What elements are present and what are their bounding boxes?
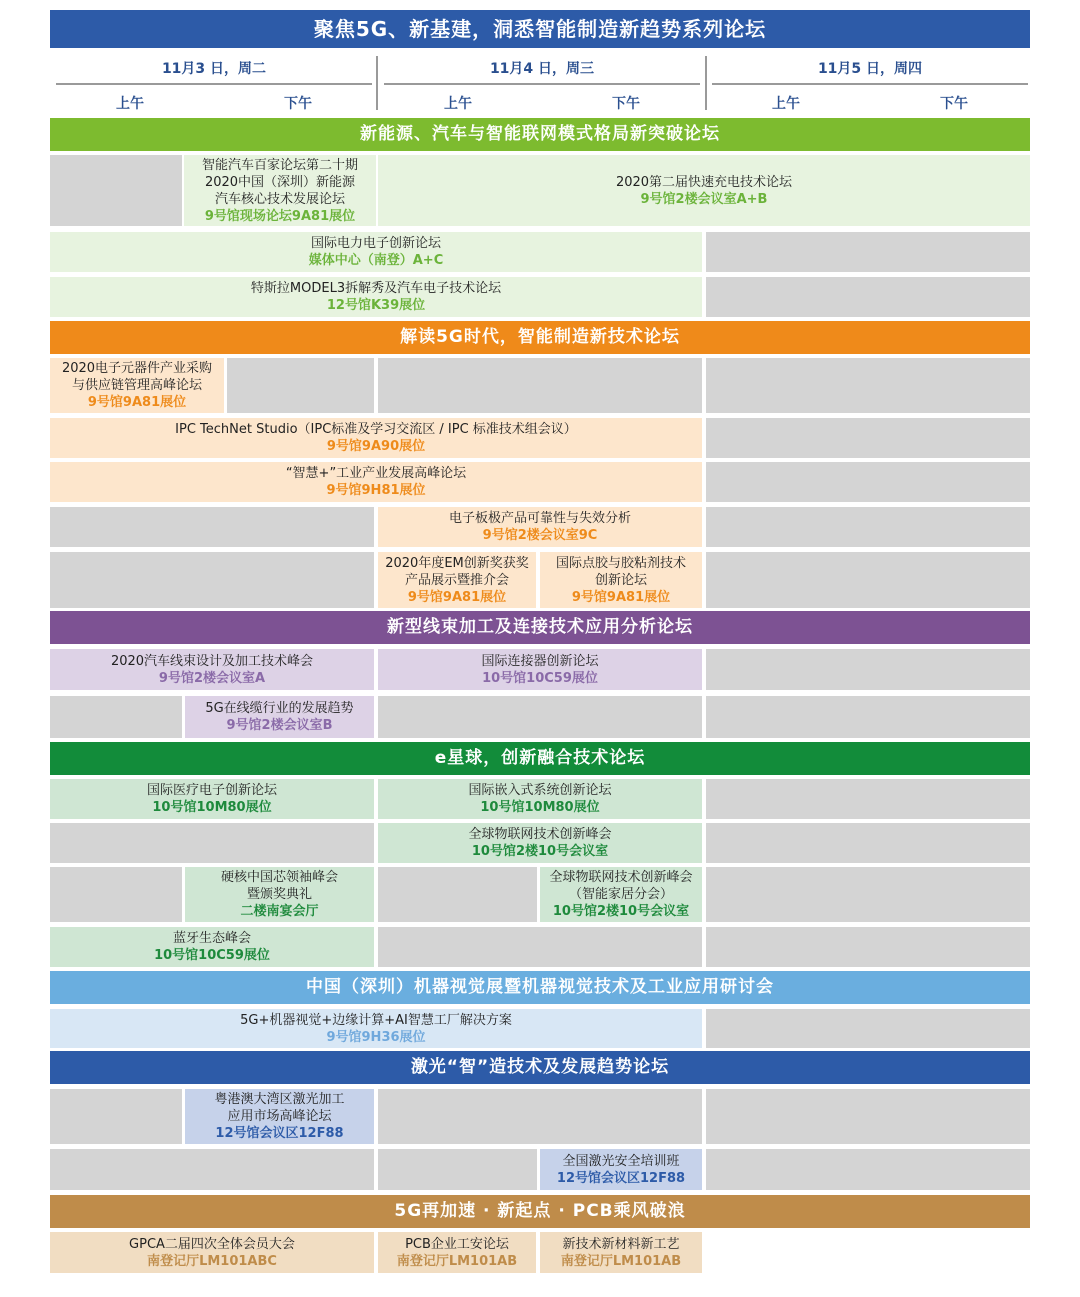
event-title-line: 粤港澳大湾区激光加工 bbox=[214, 1092, 345, 1107]
event-title-line: 全球物联网技术创新峰会 bbox=[468, 827, 612, 842]
empty-slot bbox=[378, 696, 702, 738]
event-title-line: 应用市场高峰论坛 bbox=[227, 1109, 332, 1124]
event-title-line: 全国激光安全培训班 bbox=[562, 1153, 680, 1169]
empty-slot bbox=[706, 418, 1030, 458]
empty-slot bbox=[706, 779, 1030, 819]
event-location: 10号馆10M80展位 bbox=[152, 800, 272, 815]
event-title-line: GPCA二届四次全体会员大会 bbox=[129, 1236, 295, 1252]
event-title-line: 国际点胶与胶粘剂技术 bbox=[555, 555, 686, 571]
event-title-line: 2020第二届快速充电技术论坛 bbox=[615, 174, 793, 190]
divider bbox=[712, 83, 1028, 85]
event-title-line: 2020汽车线束设计及加工技术峰会 bbox=[110, 653, 314, 669]
empty-slot bbox=[706, 1089, 1030, 1144]
empty-slot bbox=[706, 507, 1030, 547]
nov5-pm-label: 下午 bbox=[940, 96, 968, 112]
nov4-am-label: 上午 bbox=[444, 96, 472, 112]
section-e-star-title: e星球，创新融合技术论坛 bbox=[50, 742, 1030, 775]
event-title-line: 产品展示暨推介会 bbox=[404, 572, 509, 588]
event-pcb-safety-forum[interactable] bbox=[378, 1232, 536, 1273]
event-title-line: 国际嵌入式系统创新论坛 bbox=[468, 783, 612, 798]
empty-slot bbox=[227, 358, 374, 413]
empty-slot bbox=[706, 927, 1030, 967]
event-location: 9号馆9A81展位 bbox=[87, 395, 187, 410]
nov3-am-label: 上午 bbox=[116, 96, 144, 112]
event-location: 12号馆K39展位 bbox=[326, 298, 426, 313]
event-location: 南登记厅LM101ABC bbox=[147, 1253, 277, 1269]
event-location: 9号馆2楼会议室A+B bbox=[640, 191, 768, 207]
event-fast-charging-forum[interactable] bbox=[378, 155, 1030, 226]
empty-slot bbox=[706, 867, 1030, 922]
event-location: 南登记厅LM101AB bbox=[396, 1253, 518, 1269]
event-title-line: 国际连接器创新论坛 bbox=[481, 653, 599, 669]
event-location: 10号馆2楼10号会议室 bbox=[471, 844, 609, 859]
section-ev-title: 新能源、汽车与智能联网模式格局新突破论坛 bbox=[50, 118, 1030, 151]
event-title-line: 2020年度EM创新奖获奖 bbox=[385, 555, 529, 571]
event-location: 9号馆2楼会议室9C bbox=[482, 528, 598, 543]
nov5-am-label: 上午 bbox=[772, 96, 800, 112]
empty-slot bbox=[706, 552, 1030, 608]
section-pcb-title: 5G再加速 · 新起点 · PCB乘风破浪 bbox=[50, 1195, 1030, 1228]
event-embedded-systems-forum[interactable] bbox=[378, 779, 702, 819]
page-title: 聚焦5G、新基建，洞悉智能制造新趋势系列论坛 bbox=[50, 10, 1030, 48]
empty-slot bbox=[50, 696, 182, 738]
event-iot-innovation-summit[interactable] bbox=[378, 823, 702, 863]
event-location: 9号馆9H36展位 bbox=[326, 1029, 426, 1045]
event-title-line: 特斯拉MODEL3拆解秀及汽车电子技术论坛 bbox=[250, 281, 502, 296]
event-china-chip-leaders-summit[interactable] bbox=[185, 867, 374, 922]
event-location: 9号馆9A90展位 bbox=[326, 439, 426, 454]
event-title-line: 智能汽车百家论坛第二十期 bbox=[201, 157, 358, 173]
event-title-line: 5G+机器视觉+边缘计算+AI智慧工厂解决方案 bbox=[240, 1012, 512, 1028]
event-location: 9号馆9A81展位 bbox=[407, 589, 507, 605]
event-location: 媒体中心（南登）A+C bbox=[308, 253, 444, 268]
empty-slot bbox=[50, 867, 182, 922]
event-location: 南登记厅LM101AB bbox=[560, 1253, 682, 1269]
event-components-supply-chain-summit[interactable] bbox=[50, 358, 224, 413]
empty-slot bbox=[706, 696, 1030, 738]
nov4-pm-label: 下午 bbox=[612, 96, 640, 112]
section-wire-harness-title: 新型线束加工及连接技术应用分析论坛 bbox=[50, 611, 1030, 644]
divider bbox=[384, 83, 700, 85]
event-title-line: 硬核中国芯领袖峰会 bbox=[220, 870, 338, 885]
empty-slot bbox=[50, 823, 374, 863]
event-title-line: 暨颁奖典礼 bbox=[246, 887, 312, 902]
event-board-reliability-analysis[interactable] bbox=[378, 507, 702, 547]
event-5g-cable-trends[interactable] bbox=[185, 696, 374, 738]
event-title-line: “智慧+”工业产业发展高峰论坛 bbox=[285, 466, 467, 481]
section-laser-title: 激光“智”造技术及发展趋势论坛 bbox=[50, 1051, 1030, 1084]
empty-slot bbox=[378, 1089, 702, 1144]
event-location: 二楼南宴会厅 bbox=[240, 904, 319, 919]
event-location: 12号馆会议区12F88 bbox=[556, 1170, 686, 1186]
day-header-nov4: 11月4 日，周三 bbox=[489, 61, 595, 77]
event-title-line: 新技术新材料新工艺 bbox=[562, 1236, 680, 1252]
event-location: 10号馆10M80展位 bbox=[480, 800, 600, 815]
empty-slot bbox=[706, 649, 1030, 690]
event-iot-smart-home-subforum[interactable] bbox=[540, 867, 702, 922]
day-header-nov3: 11月3 日，周二 bbox=[161, 61, 267, 77]
event-title-line: 电子板极产品可靠性与失效分析 bbox=[448, 511, 631, 526]
empty-slot bbox=[50, 1149, 374, 1190]
event-5g-machine-vision-solution[interactable] bbox=[50, 1009, 702, 1048]
empty-slot bbox=[378, 358, 702, 413]
event-location: 9号馆2楼会议室A bbox=[158, 670, 266, 686]
empty-slot bbox=[378, 1149, 537, 1190]
event-location: 9号馆2楼会议室B bbox=[226, 718, 333, 733]
event-title-line: 国际医疗电子创新论坛 bbox=[146, 783, 277, 798]
event-bluetooth-ecosystem-summit[interactable] bbox=[50, 927, 374, 967]
empty-slot bbox=[706, 462, 1030, 502]
empty-slot bbox=[50, 155, 182, 226]
event-smart-industry-summit[interactable] bbox=[50, 462, 702, 502]
event-title-line: 创新论坛 bbox=[594, 572, 647, 588]
event-title-line: 与供应链管理高峰论坛 bbox=[71, 378, 202, 393]
empty-slot bbox=[50, 507, 374, 547]
empty-slot bbox=[50, 552, 374, 608]
empty-slot bbox=[706, 358, 1030, 413]
empty-slot bbox=[706, 277, 1030, 317]
event-new-tech-materials[interactable] bbox=[540, 1232, 702, 1273]
section-5g-title: 解读5G时代，智能制造新技术论坛 bbox=[50, 321, 1030, 354]
event-em-innovation-award[interactable] bbox=[378, 552, 536, 608]
event-title-line: 2020电子元器件产业采购 bbox=[61, 361, 213, 376]
event-title-line: 5G在线缆行业的发展趋势 bbox=[205, 701, 354, 716]
empty-slot bbox=[378, 867, 537, 922]
event-gpca-general-assembly[interactable] bbox=[50, 1232, 374, 1273]
empty-slot bbox=[50, 1089, 182, 1144]
event-title-line: 2020中国（深圳）新能源 bbox=[204, 174, 356, 190]
event-title-line: 国际电力电子创新论坛 bbox=[310, 236, 441, 251]
event-ipc-technet-studio[interactable] bbox=[50, 418, 702, 458]
event-medical-electronics-forum[interactable] bbox=[50, 779, 374, 819]
empty-slot bbox=[706, 232, 1030, 272]
event-location: 12号馆会议区12F88 bbox=[215, 1126, 344, 1141]
event-title-line: PCB企业工安论坛 bbox=[405, 1236, 509, 1252]
day-header-nov5: 11月5 日，周四 bbox=[817, 61, 923, 77]
event-tesla-teardown-forum[interactable] bbox=[50, 277, 702, 317]
empty-slot bbox=[706, 1149, 1030, 1190]
event-location: 10号馆2楼10号会议室 bbox=[552, 904, 690, 919]
event-adhesive-tech-forum[interactable] bbox=[540, 552, 702, 608]
event-location: 9号馆9A81展位 bbox=[571, 589, 671, 605]
event-title-line: 蓝牙生态峰会 bbox=[172, 931, 251, 946]
event-title-line: IPC TechNet Studio（IPC标准及学习交流区 / IPC 标准技术组会议） bbox=[175, 422, 577, 437]
event-connector-forum[interactable] bbox=[378, 649, 702, 690]
event-smart-car-forum[interactable] bbox=[184, 155, 376, 226]
event-title-line: 汽车核心技术发展论坛 bbox=[214, 191, 345, 207]
event-gba-laser-summit[interactable] bbox=[185, 1089, 374, 1144]
event-title-line: 全球物联网技术创新峰会 bbox=[549, 870, 693, 885]
event-power-electronics-forum[interactable] bbox=[50, 232, 702, 272]
event-location: 10号馆10C59展位 bbox=[482, 670, 598, 686]
event-location: 9号馆现场论坛9A81展位 bbox=[204, 208, 356, 224]
event-laser-safety-training[interactable] bbox=[540, 1149, 702, 1190]
event-title-line: （智能家居分会） bbox=[568, 887, 673, 902]
nov3-pm-label: 下午 bbox=[284, 96, 312, 112]
divider bbox=[56, 83, 372, 85]
empty-slot bbox=[706, 823, 1030, 863]
empty-slot bbox=[378, 927, 702, 967]
section-machine-vision-title: 中国（深圳）机器视觉展暨机器视觉技术及工业应用研讨会 bbox=[50, 971, 1030, 1004]
event-location: 9号馆9H81展位 bbox=[326, 483, 426, 498]
event-auto-wire-harness-summit[interactable] bbox=[50, 649, 374, 690]
empty-slot bbox=[706, 1009, 1030, 1048]
event-location: 10号馆10C59展位 bbox=[154, 948, 270, 963]
